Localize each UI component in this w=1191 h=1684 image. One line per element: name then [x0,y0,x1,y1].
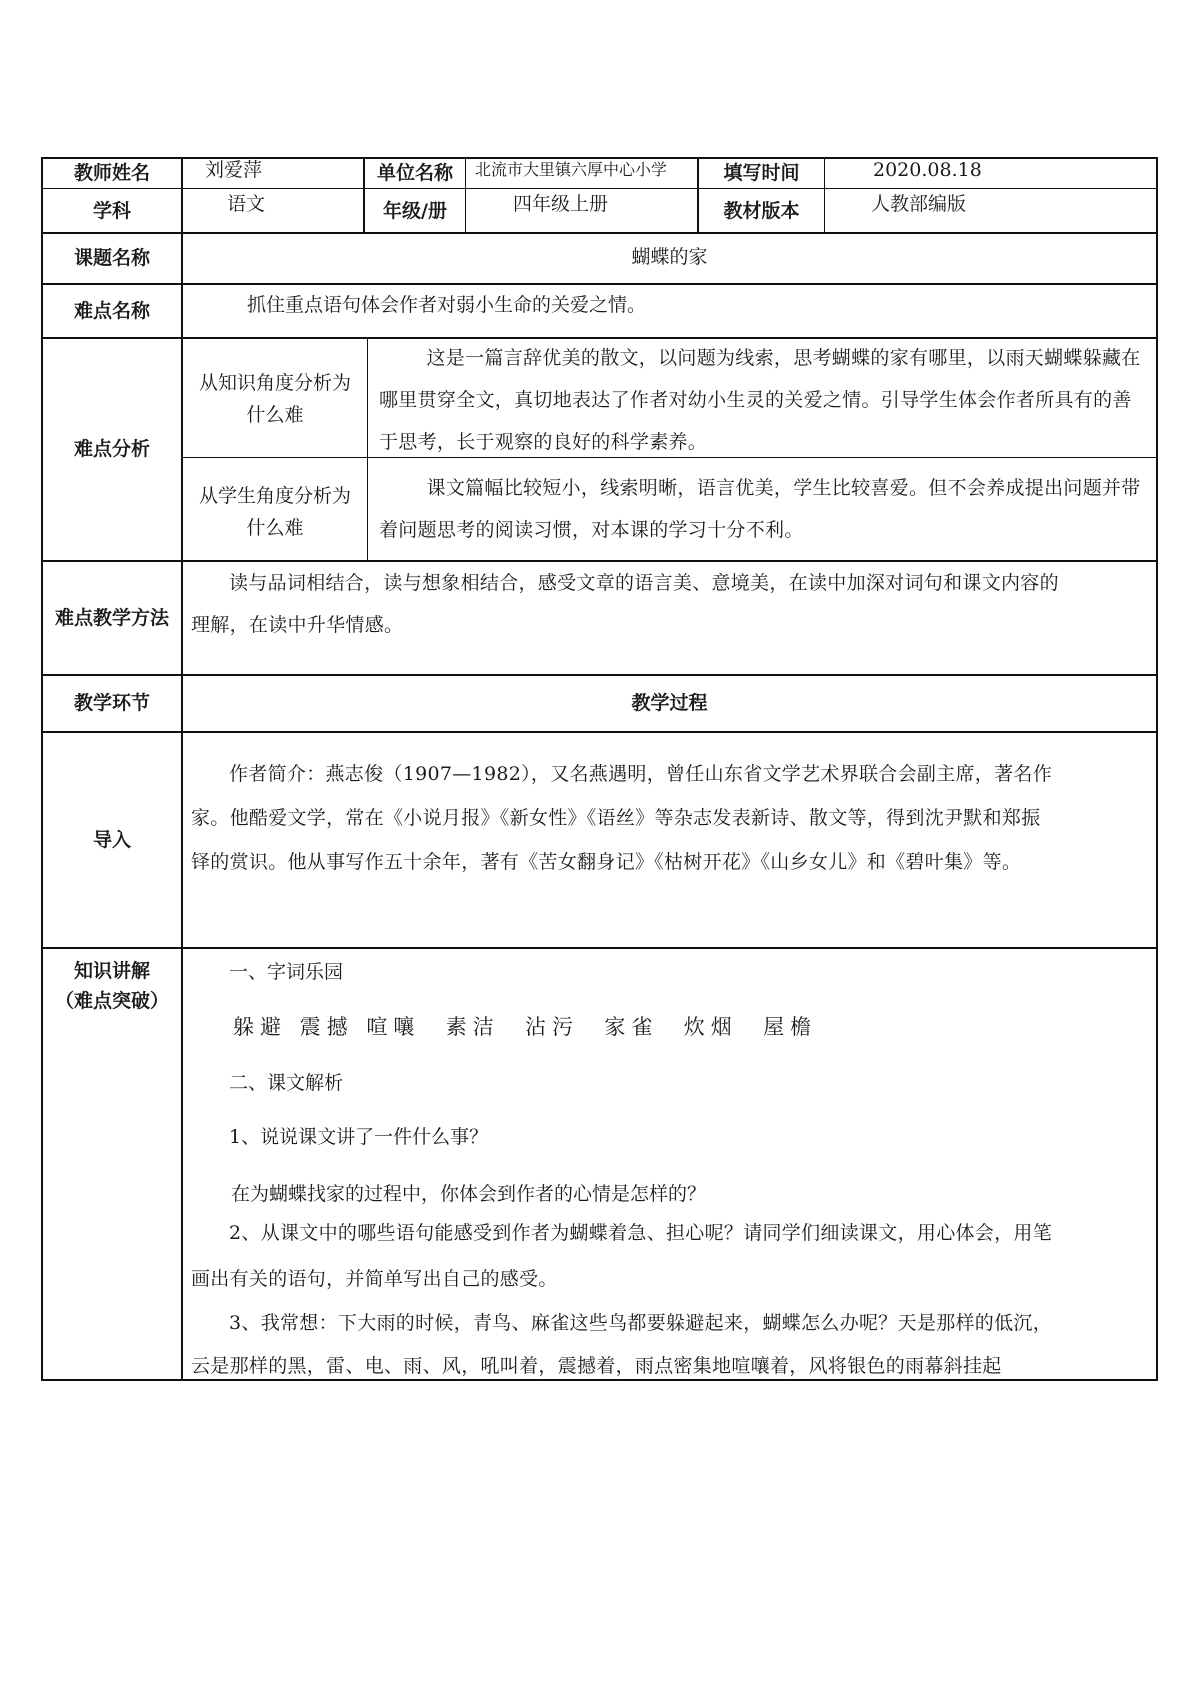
topic-label: 课题名称 [73,247,150,269]
intro-text: 作者简介：燕志俊（1907—1982），又名燕遇明，曾任山东省文学艺术界联合会副主席，著名作家。他酷爱文学，常在《小说月报》《新女性》《语丝》等杂志发表新诗、散文等，得到沈尹默和郑振铎的赏识。他从事写作五十余年，著有《苦女翻身记》《枯树开花》《山乡女儿》和《碧叶集》等。 [191,763,1053,873]
question-1-follow-up: 在为蝴蝶找家的过程中，你体会到作者的心情是怎样的？ [231,1183,707,1205]
subject-value: 语文 [227,193,266,215]
difficulty-value: 抓住重点语句体会作者对弱小生命的关爱之情。 [247,294,647,316]
col-divider [181,157,183,1381]
topic-value: 蝴蝶的家 [631,246,708,268]
step-label: 教学环节 [73,692,150,714]
method-text: 读与品词相结合，读与想象相结合，感受文章的语言美、意境美，在读中加深对词句和课文内容的理解，在读中升华情感。 [191,572,1059,636]
knowledge-angle-text: 这是一篇言辞优美的散文，以问题为线索，思考蝴蝶的家有哪里，以雨天蝴蝶躲藏在哪里贯穿全文，真切地表达了作者对幼小生灵的关爱之情。引导学生体会作者所具有的善于思考，长于观察的良好的科学素养。 [379,347,1141,453]
process-label: 教学过程 [631,692,708,714]
unit-value: 北流市大里镇六厚中心小学 [475,160,668,179]
date-value: 2020.08.18 [873,159,982,181]
student-angle-label: 从学生角度分析为什么难 [198,485,351,539]
analysis-label: 难点分析 [73,438,150,460]
teacher-value: 刘爱萍 [205,159,263,181]
date-label: 填写时间 [723,162,800,184]
question-2: 2、从课文中的哪些语句能感受到作者为蝴蝶着急、担心呢？请同学们细读课文，用心体会，用笔画出有关的语句，并简单写出自己的感受。 [191,1222,1052,1290]
col-divider [465,157,466,234]
section-text-analysis: 二、课文解析 [229,1072,344,1094]
grade-label: 年级/册 [383,200,447,222]
knowledge-label-line2: （难点突破） [54,990,169,1012]
vocabulary-words: 躲避 震撼 喧嚷 素洁 沾污 家雀 炊烟 屋檐 [233,1015,818,1039]
question-3: 3、我常想：下大雨的时候，青鸟、麻雀这些鸟都要躲避起来，蝴蝶怎么办呢？天是那样的低沉，云是那样的黑，雷、电、雨、风，吼叫着，震撼着，雨点密集地喧嚷着，风将银色的雨幕斜挂起 [191,1312,1052,1377]
section-word-garden: 一、字词乐园 [229,961,344,983]
intro-label: 导入 [92,829,131,851]
edition-value: 人教部编版 [871,193,967,215]
knowledge-angle-label: 从知识角度分析为什么难 [198,372,351,426]
difficulty-label: 难点名称 [73,300,150,322]
row-divider [41,947,1158,949]
row-divider [41,731,1158,733]
edition-label: 教材版本 [723,200,800,222]
teacher-label: 教师姓名 [73,162,150,184]
subject-label: 学科 [92,200,131,222]
analysis-col-divider [367,337,368,561]
col-divider [824,157,825,234]
table-border-right [1156,157,1158,1381]
grade-value: 四年级上册 [513,193,609,215]
student-angle-text: 课文篇幅比较短小，线索明晰，语言优美，学生比较喜爱。但不会养成提出问题并带着问题思考的阅读习惯，对本课的学习十分不利。 [379,477,1141,541]
knowledge-label-line1: 知识讲解 [73,960,150,982]
question-1: 1、说说课文讲了一件什么事？ [229,1126,489,1148]
unit-label: 单位名称 [376,162,453,184]
method-label: 难点教学方法 [54,607,169,629]
